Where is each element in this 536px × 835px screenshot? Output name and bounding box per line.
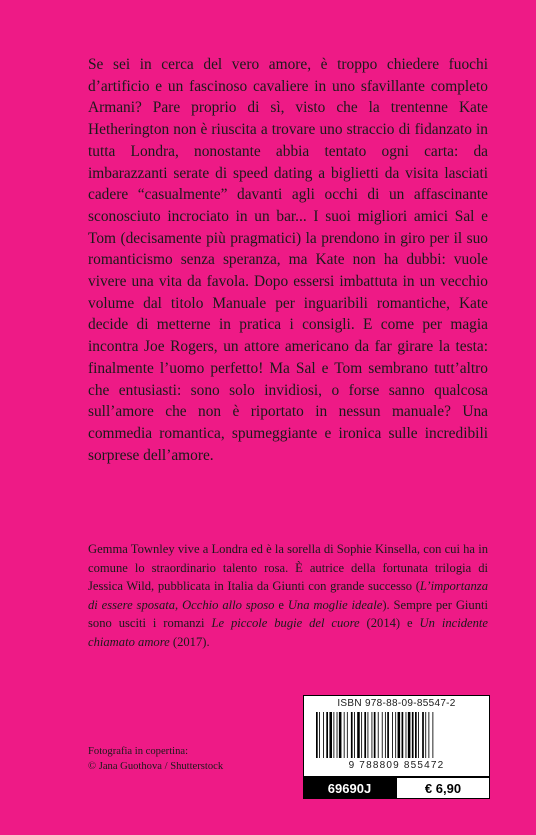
bio-title-1: L’importanza di essere sposata <box>88 579 488 612</box>
photo-credits <box>88 744 288 774</box>
barcode-bar <box>418 712 419 758</box>
barcode-bar <box>425 712 426 758</box>
barcode-bar <box>408 712 411 758</box>
barcode-bar <box>337 712 338 758</box>
barcode-bars <box>314 712 480 758</box>
barcode-bar <box>422 712 424 758</box>
barcode-bar <box>432 712 433 758</box>
isbn-label: ISBN 978-88-09-85547-2 <box>337 698 456 709</box>
bio-sep-2: e <box>274 597 288 612</box>
barcode-bar <box>387 712 389 758</box>
barcode-bar <box>374 712 376 758</box>
barcode-bar <box>382 712 383 758</box>
barcode-bar <box>395 712 396 758</box>
barcode-bar <box>326 712 328 758</box>
barcode-bar <box>351 712 353 758</box>
barcode-bar <box>329 712 332 758</box>
barcode-bar <box>415 712 417 758</box>
barcode-bar <box>364 712 366 758</box>
barcode-bar <box>357 712 360 758</box>
barcode-bar <box>372 712 373 758</box>
barcode-digits: 9 788809 855472 <box>348 760 445 771</box>
bio-text-2: ). Sempre per Giunti sono usciti i romanzi <box>88 597 489 631</box>
barcode-bar <box>354 712 355 758</box>
barcode-bar <box>361 712 362 758</box>
barcode-bar <box>368 712 369 758</box>
barcode-bar <box>323 712 324 758</box>
bio-title-2: Occhio allo sposo <box>182 597 275 612</box>
barcode-panel <box>303 695 490 777</box>
barcode-bar <box>406 712 407 758</box>
barcode-bar <box>344 712 345 758</box>
barcode-bar <box>316 712 318 758</box>
bio-text-1: Gemma Townley vive a Londra ed è la sorella di Sophie Kinsella, con cui ha in comune lo straordinario talento rosa. È autrice della fortunata trilogia di Jessica Wild, pubblicata in Italia da Giunti con grande successo ( <box>88 542 488 594</box>
barcode-bar <box>392 712 393 758</box>
product-code: 69690J <box>303 777 396 799</box>
back-cover-blurb <box>88 54 488 466</box>
bio-title-3: Una moglie ideale <box>287 597 383 612</box>
barcode-bar <box>339 712 342 758</box>
barcode-bar <box>428 712 429 758</box>
author-bio <box>88 540 488 652</box>
bio-text-4: (2017). <box>169 634 210 649</box>
barcode-bar <box>402 712 404 758</box>
credits-line-2: © Jana Guothova / Shutterstock <box>88 761 224 772</box>
barcode-bar <box>319 712 320 758</box>
bio-title-4: Le piccole bugie del cuore <box>211 616 360 631</box>
barcode-bar <box>412 712 414 758</box>
barcode-bar <box>378 712 379 758</box>
bio-title-5: Un incidente chiamato amore <box>88 616 488 649</box>
barcode-bar <box>333 712 334 758</box>
blurb-text: Se sei in cerca del vero amore, è troppo chiedere fuochi d’artificio e un fascinoso cavaliere in uno sfavillante completo Armani? Pare proprio di sì, visto che la trentenne Kate Hetherington non è riuscita a trovare uno straccio di fidanzato in tutta Londra, nonostante abbia tentato ogni carta: da imbarazzanti serate di speed dating a biglietti da visita lasciati cadere “casualmente” davanti agli occhi di un affascinante sconosciuto incrociato in un bar... I suoi migliori amici Sal e Tom (decisamente più pragmatici) la prendono in giro per il suo romanticismo senza speranza, ma Kate non ha dubbi: vuole vivere una vita da favola. Dopo essersi imbattuta in un vecchio volume dal titolo Manuale per inguaribili romantiche, Kate decide di metterne in pratica i consigli. E come per magia incontra Joe Rogers, un attore americano da far girare la testa: finalmente l’uomo perfetto! Ma Sal e Tom sembrano tutt’altro che entusiasti: sono solo invidiosi, o forse sanno qualcosa sull’amore che non è riportato in nessun manuale? Una commedia romantica, spumeggiante e ironica sulle incredibili sorprese dell’amore. <box>88 56 488 464</box>
price-tag: € 6,90 <box>396 777 490 799</box>
barcode-bar <box>347 712 348 758</box>
barcode-bar <box>385 712 386 758</box>
credits-line-1: Fotografia in copertina: <box>88 746 189 757</box>
bio-text-3: (2014) e <box>359 616 420 631</box>
bio-sep-1: , <box>175 597 183 612</box>
barcode-bar <box>398 712 401 758</box>
